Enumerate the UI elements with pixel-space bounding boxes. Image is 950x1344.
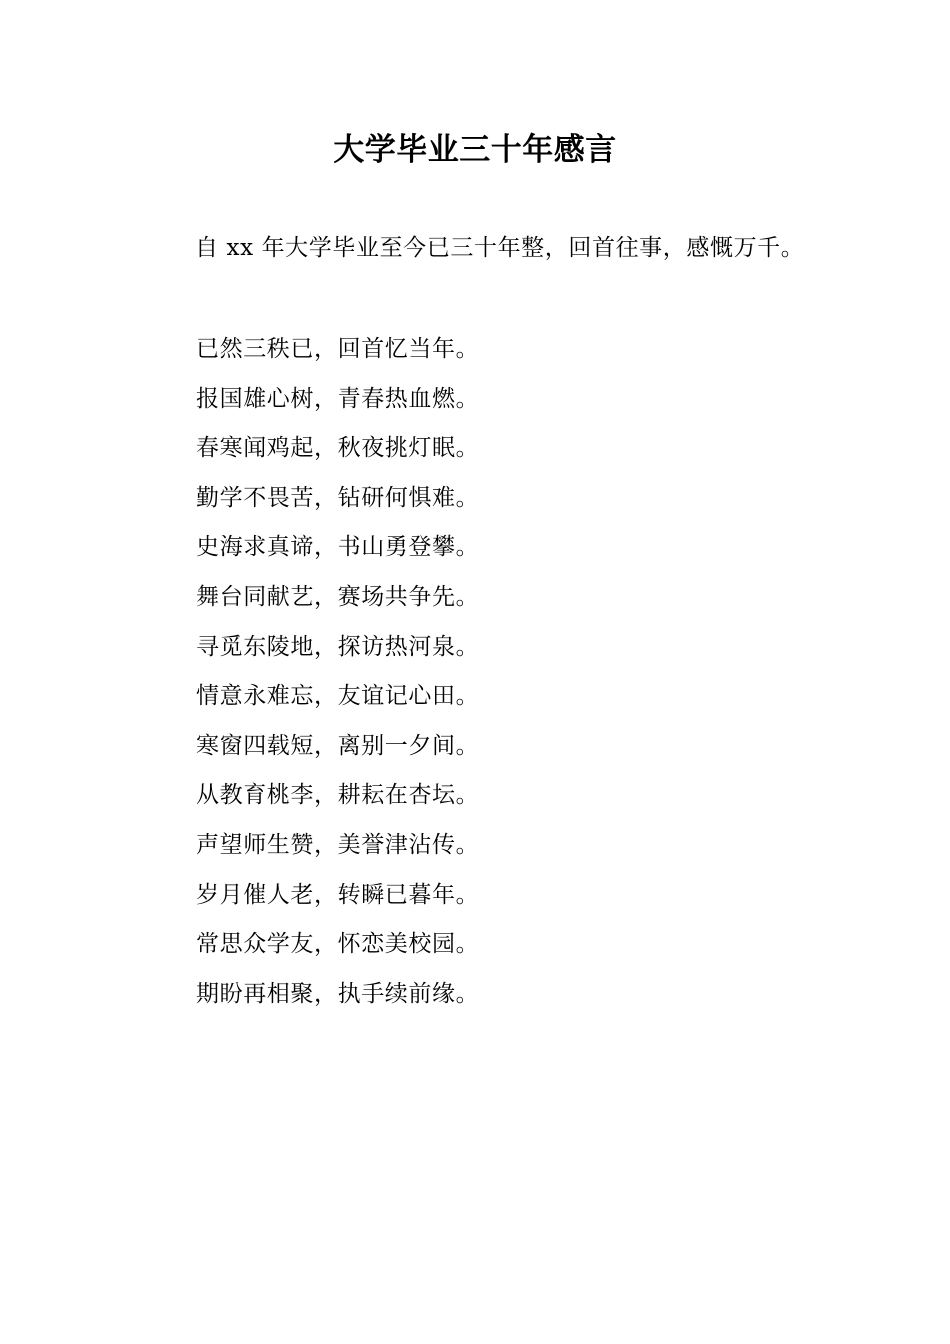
verse-line: 声望师生赞，美誉津沾传。: [196, 831, 480, 858]
verse-line: 已然三秩已，回首忆当年。: [196, 336, 480, 362]
verse-line: 期盼再相聚，执手续前缘。: [196, 980, 480, 1007]
verse-line: 常思众学友，怀恋美校园。: [196, 931, 480, 958]
intro-paragraph: 自 xx 年大学毕业至今已三十年整，回首往事，感慨万千。: [195, 235, 805, 261]
verse-line: 史海求真谛，书山勇登攀。: [196, 534, 480, 561]
verse-line: 寻觅东陵地，探访热河泉。: [196, 633, 480, 660]
poem-verses: [196, 325, 479, 1019]
verse-line: 春寒闻鸡起，秋夜挑灯眠。: [196, 435, 480, 462]
verse-line: 报国雄心树，青春热血燃。: [196, 385, 480, 412]
verse-line: 舞台同献艺，赛场共争先。: [196, 583, 480, 610]
verse-line: 情意永难忘，友谊记心田。: [196, 683, 480, 710]
verse-line: 从教育桃李，耕耘在杏坛。: [196, 782, 480, 809]
verse-line: 岁月催人老，转瞬已暮年。: [196, 881, 480, 908]
document-title: 大学毕业三十年感言: [333, 132, 617, 168]
verse-line: 寒窗四载短，离别一夕间。: [196, 732, 480, 759]
verse-line: 勤学不畏苦，钻研何惧难。: [196, 484, 480, 511]
